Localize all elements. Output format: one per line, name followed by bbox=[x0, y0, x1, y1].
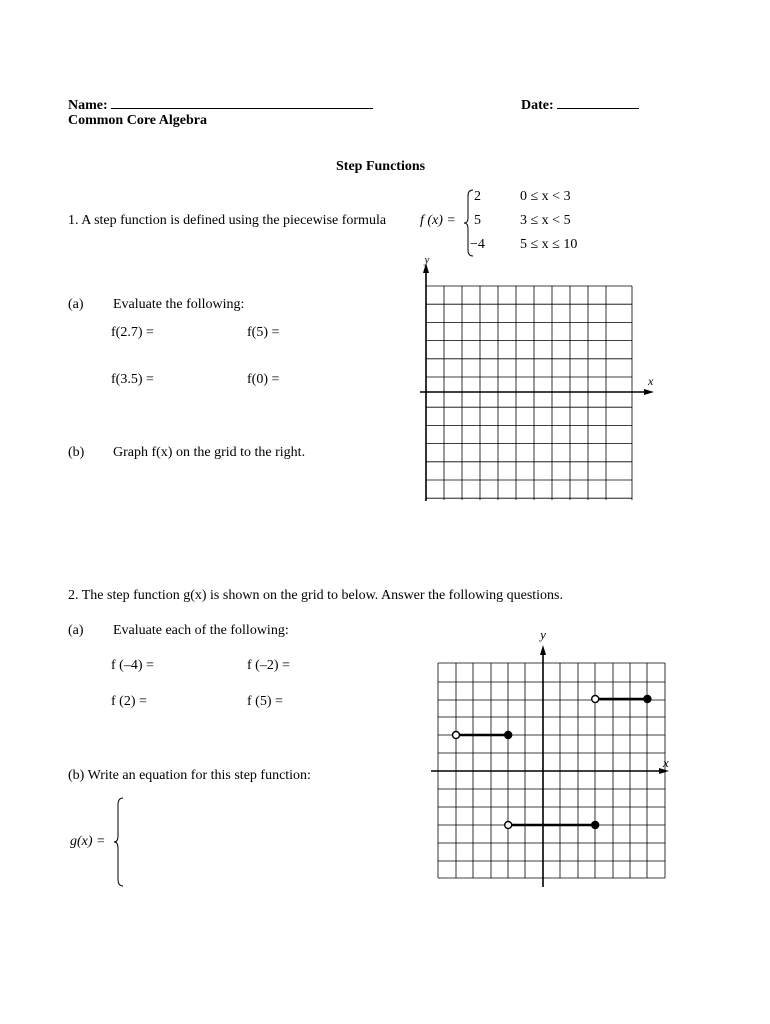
q2-step-2-start-open-dot bbox=[505, 822, 512, 829]
date-blank[interactable] bbox=[557, 94, 639, 109]
q2-step-3-start-open-dot bbox=[592, 696, 599, 703]
q2-y-axis-label: y bbox=[540, 627, 546, 642]
q2-y-axis-arrow bbox=[540, 645, 546, 655]
q1-grid-lines bbox=[426, 286, 632, 500]
q2-eval-f2: f (2) = bbox=[111, 694, 147, 709]
q1-part-a-label: (a) bbox=[68, 297, 84, 312]
q1-part-b-label: (b) bbox=[68, 445, 85, 460]
q1-part-a-text: Evaluate the following: bbox=[113, 297, 245, 312]
name-line[interactable] bbox=[68, 94, 373, 114]
q2-eval-f5: f (5) = bbox=[247, 694, 283, 709]
q2-step-1-start-open-dot bbox=[453, 732, 460, 739]
q1-func-lhs: f (x) = bbox=[420, 213, 456, 228]
q2-eval-f-neg4: f (–4) = bbox=[111, 658, 154, 673]
q1-y-axis-label: y bbox=[424, 255, 430, 266]
q1-piece-2-value: 5 bbox=[474, 213, 481, 228]
q2-coordinate-grid[interactable] bbox=[425, 625, 680, 890]
q2-step-1-end-closed-dot bbox=[505, 732, 512, 739]
q2-part-b-text: (b) Write an equation for this step function: bbox=[68, 768, 311, 783]
date-line[interactable] bbox=[521, 94, 639, 114]
q2-eval-f-neg2: f (–2) = bbox=[247, 658, 290, 673]
date-label: Date: bbox=[521, 98, 554, 113]
name-label: Name: bbox=[68, 98, 108, 113]
q2-part-a-text: Evaluate each of the following: bbox=[113, 623, 289, 638]
q1-piece-3-condition: 5 ≤ x ≤ 10 bbox=[520, 237, 578, 252]
q1-coordinate-grid[interactable] bbox=[416, 255, 661, 507]
q2-left-brace bbox=[112, 796, 126, 888]
q1-x-axis-arrow bbox=[644, 389, 654, 395]
q1-piece-1-value: 2 bbox=[474, 189, 481, 204]
q1-eval-f5: f(5) = bbox=[247, 325, 280, 340]
q1-piece-3-value: −4 bbox=[470, 237, 485, 252]
q1-eval-f2-7: f(2.7) = bbox=[111, 325, 154, 340]
q1-part-b-text: Graph f(x) on the grid to the right. bbox=[113, 445, 306, 460]
name-blank[interactable] bbox=[111, 94, 373, 109]
q2-step-3-end-closed-dot bbox=[644, 696, 651, 703]
q2-part-a-label: (a) bbox=[68, 623, 84, 638]
q2-step-segments bbox=[453, 696, 651, 829]
q1-intro: 1. A step function is defined using the piecewise formula bbox=[68, 213, 387, 228]
q1-eval-f0: f(0) = bbox=[247, 372, 280, 387]
q1-eval-f3-5: f(3.5) = bbox=[111, 372, 154, 387]
q1-piece-1-condition: 0 ≤ x < 3 bbox=[520, 189, 571, 204]
course-name: Common Core Algebra bbox=[68, 113, 207, 128]
q2-intro: 2. The step function g(x) is shown on the grid to below. Answer the following questions. bbox=[68, 588, 563, 603]
page-title: Step Functions bbox=[336, 159, 426, 174]
q2-step-2-end-closed-dot bbox=[592, 822, 599, 829]
q1-x-axis-label: x bbox=[648, 374, 654, 388]
q2-func-lhs: g(x) = bbox=[70, 834, 106, 849]
q1-piece-2-condition: 3 ≤ x < 5 bbox=[520, 213, 571, 228]
q2-x-axis-label: x bbox=[663, 755, 669, 770]
